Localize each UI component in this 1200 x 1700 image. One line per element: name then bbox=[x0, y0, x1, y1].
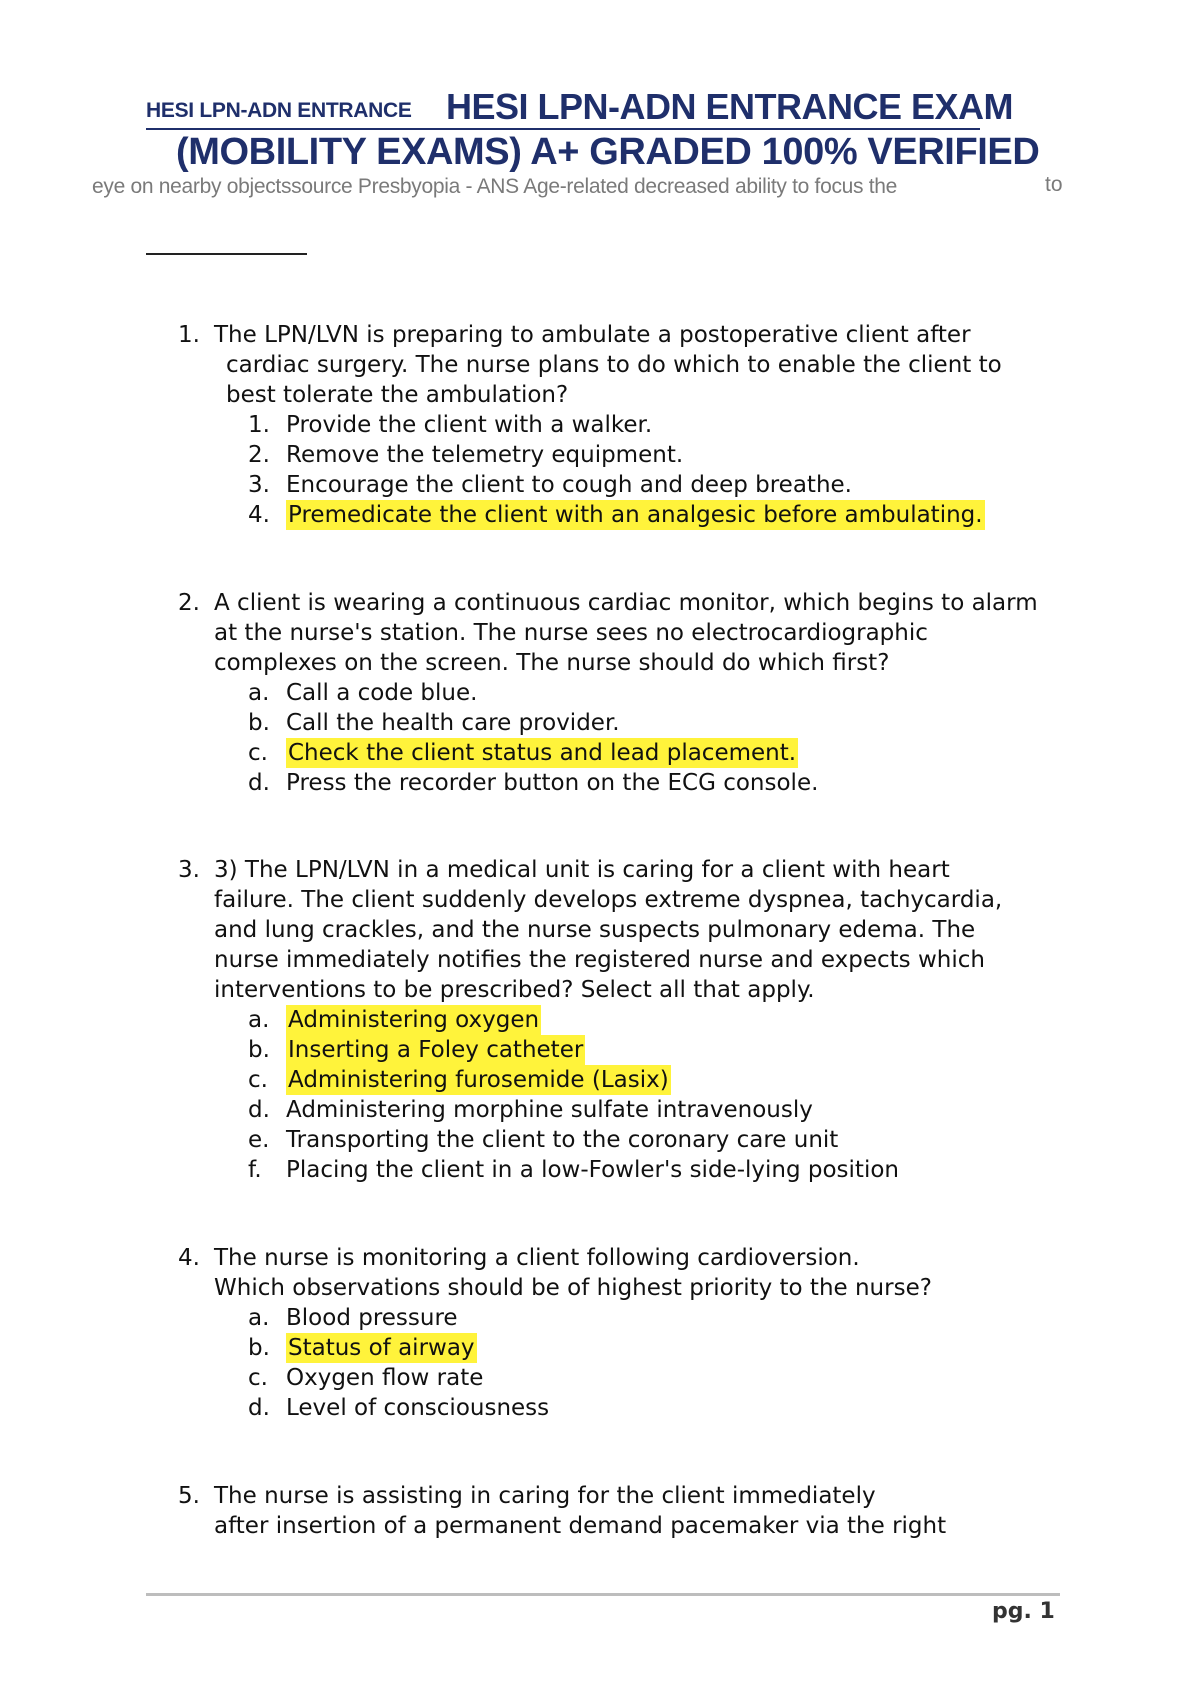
stem-line: best tolerate the ambulation? bbox=[226, 382, 569, 408]
option-text: Encourage the client to cough and deep breathe. bbox=[286, 472, 852, 498]
option-letter: b. bbox=[248, 1037, 270, 1063]
page-number: pg. 1 bbox=[992, 1599, 1055, 1624]
option-letter: 3. bbox=[248, 472, 270, 498]
option-item bbox=[248, 470, 1068, 500]
header-underline bbox=[146, 128, 980, 130]
question-number: 1. bbox=[178, 322, 200, 348]
question-number: 2. bbox=[178, 590, 200, 616]
header-big-title: HESI LPN-ADN ENTRANCE EXAM bbox=[446, 86, 1014, 127]
option-letter: 2. bbox=[248, 442, 270, 468]
option-item bbox=[248, 708, 1068, 738]
option-list bbox=[248, 1005, 1068, 1185]
option-text-highlighted: Inserting a Foley catheter bbox=[288, 1037, 584, 1063]
stem-line: The LPN/LVN is preparing to ambulate a postoperative client after bbox=[214, 322, 971, 348]
stem-line: complexes on the screen. The nurse should do which first? bbox=[214, 650, 890, 676]
option-letter: e. bbox=[248, 1127, 270, 1153]
option-item bbox=[248, 1155, 1068, 1185]
option-list bbox=[248, 1303, 1068, 1423]
stem-line: 3) The LPN/LVN in a medical unit is caring for a client with heart bbox=[214, 857, 950, 883]
header-subtitle-line: (MOBILITY EXAMS) A+ GRADED 100% VERIFIED bbox=[176, 131, 1040, 173]
option-letter: b. bbox=[248, 710, 270, 736]
question-stem bbox=[214, 1243, 1094, 1303]
option-item bbox=[248, 410, 1068, 440]
question-stem bbox=[214, 588, 1094, 678]
stem-line: cardiac surgery. The nurse plans to do which to enable the client to bbox=[226, 352, 1002, 378]
option-item bbox=[248, 1333, 1068, 1363]
stem-line: and lung crackles, and the nurse suspects pulmonary edema. The bbox=[214, 917, 976, 943]
option-text: Oxygen flow rate bbox=[286, 1365, 484, 1391]
option-list bbox=[248, 678, 1068, 798]
option-text: Level of consciousness bbox=[286, 1395, 550, 1421]
option-item bbox=[248, 768, 1068, 798]
option-text: Provide the client with a walker. bbox=[286, 412, 653, 438]
stem-line: The nurse is monitoring a client following cardioversion. bbox=[214, 1245, 860, 1271]
overflow-subtitle-to: to bbox=[1045, 173, 1063, 196]
option-item bbox=[248, 1095, 1068, 1125]
option-letter: 1. bbox=[248, 412, 270, 438]
option-text-highlighted: Premedicate the client with an analgesic before ambulating. bbox=[288, 502, 983, 528]
option-item bbox=[248, 738, 1068, 768]
stem-line: Which observations should be of highest priority to the nurse? bbox=[214, 1275, 932, 1301]
option-text: Transporting the client to the coronary care unit bbox=[286, 1127, 839, 1153]
option-letter: a. bbox=[248, 680, 270, 706]
question-number: 3. bbox=[178, 857, 200, 883]
option-text: Call a code blue. bbox=[286, 680, 478, 706]
option-letter: c. bbox=[248, 1365, 268, 1391]
option-letter: f. bbox=[248, 1157, 262, 1183]
option-letter: 4. bbox=[248, 502, 270, 528]
option-text-highlighted: Check the client status and lead placement. bbox=[288, 740, 797, 766]
option-text: Placing the client in a low-Fowler's side-lying position bbox=[286, 1157, 899, 1183]
overflow-subtitle: eye on nearby objectssource Presbyopia - ANS Age-related decreased ability to focus the bbox=[92, 175, 898, 198]
option-letter: d. bbox=[248, 1395, 270, 1421]
option-item bbox=[248, 678, 1068, 708]
option-text: Press the recorder button on the ECG console. bbox=[286, 770, 819, 796]
option-text: Call the health care provider. bbox=[286, 710, 620, 736]
footer-divider bbox=[146, 1593, 1060, 1596]
stem-line: failure. The client suddenly develops extreme dyspnea, tachycardia, bbox=[214, 887, 1003, 913]
option-letter: c. bbox=[248, 740, 268, 766]
option-item bbox=[248, 1125, 1068, 1155]
option-text: Administering morphine sulfate intravenously bbox=[286, 1097, 813, 1123]
option-letter: a. bbox=[248, 1305, 270, 1331]
question-number: 5. bbox=[178, 1483, 200, 1509]
option-item bbox=[248, 1065, 1068, 1095]
option-item bbox=[248, 500, 1068, 530]
option-item bbox=[248, 1303, 1068, 1333]
option-text-highlighted: Administering oxygen bbox=[288, 1007, 540, 1033]
stem-line: after insertion of a permanent demand pacemaker via the right bbox=[214, 1513, 947, 1539]
option-letter: d. bbox=[248, 770, 270, 796]
stem-line: A client is wearing a continuous cardiac monitor, which begins to alarm bbox=[214, 590, 1038, 616]
question-stem bbox=[214, 855, 1094, 1005]
option-letter: d. bbox=[248, 1097, 270, 1123]
option-letter: c. bbox=[248, 1067, 268, 1093]
question-stem bbox=[214, 1481, 1094, 1541]
short-divider bbox=[146, 253, 307, 255]
option-text-highlighted: Status of airway bbox=[288, 1335, 475, 1361]
option-item bbox=[248, 1035, 1068, 1065]
question-stem bbox=[214, 320, 1094, 410]
option-list bbox=[248, 410, 1068, 530]
option-item bbox=[248, 1005, 1068, 1035]
option-text: Blood pressure bbox=[286, 1305, 458, 1331]
option-letter: a. bbox=[248, 1007, 270, 1033]
option-text-highlighted: Administering furosemide (Lasix) bbox=[288, 1067, 669, 1093]
stem-line: The nurse is assisting in caring for the client immediately bbox=[214, 1483, 876, 1509]
stem-line: interventions to be prescribed? Select all that apply. bbox=[214, 977, 815, 1003]
option-text: Remove the telemetry equipment. bbox=[286, 442, 684, 468]
stem-line: nurse immediately notifies the registered nurse and expects which bbox=[214, 947, 985, 973]
option-item bbox=[248, 1363, 1068, 1393]
option-letter: b. bbox=[248, 1335, 270, 1361]
question-number: 4. bbox=[178, 1245, 200, 1271]
header-small-title: HESI LPN-ADN ENTRANCE bbox=[146, 99, 412, 122]
option-item bbox=[248, 440, 1068, 470]
stem-line: at the nurse's station. The nurse sees no electrocardiographic bbox=[214, 620, 928, 646]
option-item bbox=[248, 1393, 1068, 1423]
